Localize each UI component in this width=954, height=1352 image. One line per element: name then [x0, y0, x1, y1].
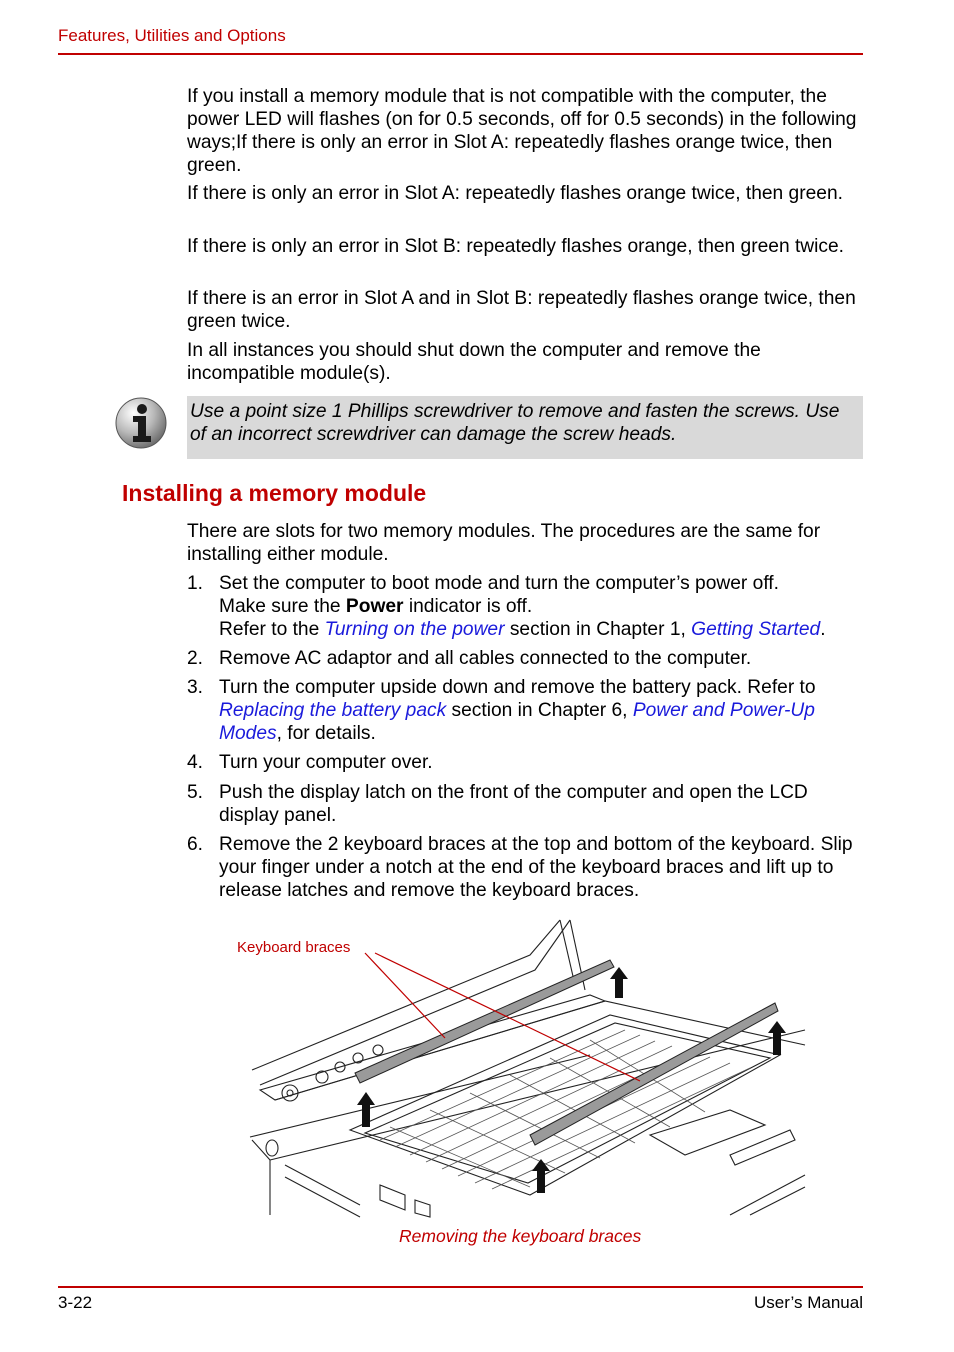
intro-paragraph: If you install a memory module that is not compatible with the computer, the power LED will flashes (on for 0.5 seconds, off for 0.5 seconds) in the following ways;If there is only an error in Slot A: repeatedly flashes orange twice, then green.: [187, 86, 857, 176]
step-1: [219, 572, 863, 641]
step-number: 4.: [187, 752, 204, 773]
footer-rule: [58, 1286, 863, 1288]
intro-paragraph: In all instances you should shut down the computer and remove the incompatible module(s).: [187, 340, 761, 384]
note-text: Use a point size 1 Phillips screwdriver to remove and fasten the screws. Use of an incorrect screwdriver can damage the screw heads.: [190, 401, 840, 445]
step-6: Remove the 2 keyboard braces at the top and bottom of the keyboard. Slip your finger under a notch at the end of the keyboard braces and lift up to release latches and remove the keyboard braces.: [219, 834, 853, 901]
turning-on-power-link[interactable]: Turning on the power: [324, 619, 505, 640]
step-5: Push the display latch on the front of the computer and open the LCD display panel.: [219, 782, 808, 826]
section-heading: Installing a memory module: [122, 480, 427, 506]
step-3: Turn the computer upside down and remove the battery pack. Refer to Replacing the battery pack section in Chapter 6, Power and Power-Up Modes, for details.: [219, 677, 816, 744]
replacing-battery-link[interactable]: Replacing the battery pack: [219, 700, 447, 721]
page-number: 3-22: [58, 1293, 93, 1312]
step-number: 1.: [187, 573, 204, 594]
getting-started-link[interactable]: Getting Started: [691, 619, 821, 640]
step-text: Set the computer to boot mode and turn the computer’s power off.: [219, 573, 779, 594]
step-number: 6.: [187, 834, 204, 855]
step-text: Refer to the Turning on the power section in Chapter 1, Getting Started.: [219, 619, 826, 640]
info-icon: [114, 396, 168, 450]
keyboard-braces-figure: [230, 915, 810, 1221]
step-number: 3.: [187, 677, 204, 698]
section-intro: There are slots for two memory modules. The procedures are the same for installing either module.: [187, 521, 821, 565]
step-2: Remove AC adaptor and all cables connected to the computer.: [219, 648, 752, 669]
figure-caption: Removing the keyboard braces: [399, 1226, 642, 1246]
manual-title: User’s Manual: [754, 1293, 863, 1312]
intro-paragraph: If there is only an error in Slot B: repeatedly flashes orange, then green twice.: [187, 236, 845, 257]
power-label: Power: [345, 596, 404, 617]
power-modes-link[interactable]: Power and Power-Up Modes: [219, 700, 815, 744]
step-number: 2.: [187, 648, 204, 669]
header-rule: [58, 53, 863, 55]
step-4: Turn your computer over.: [219, 752, 433, 773]
step-text: Make sure the Power indicator is off.: [219, 596, 533, 617]
figure-label: Keyboard braces: [237, 939, 351, 956]
intro-paragraph: If there is an error in Slot A and in Slot B: repeatedly flashes orange twice, then green twice.: [187, 288, 856, 332]
running-header: Features, Utilities and Options: [58, 26, 286, 45]
intro-paragraph: If there is only an error in Slot A: repeatedly flashes orange twice, then green.: [187, 183, 843, 204]
step-number: 5.: [187, 782, 204, 803]
